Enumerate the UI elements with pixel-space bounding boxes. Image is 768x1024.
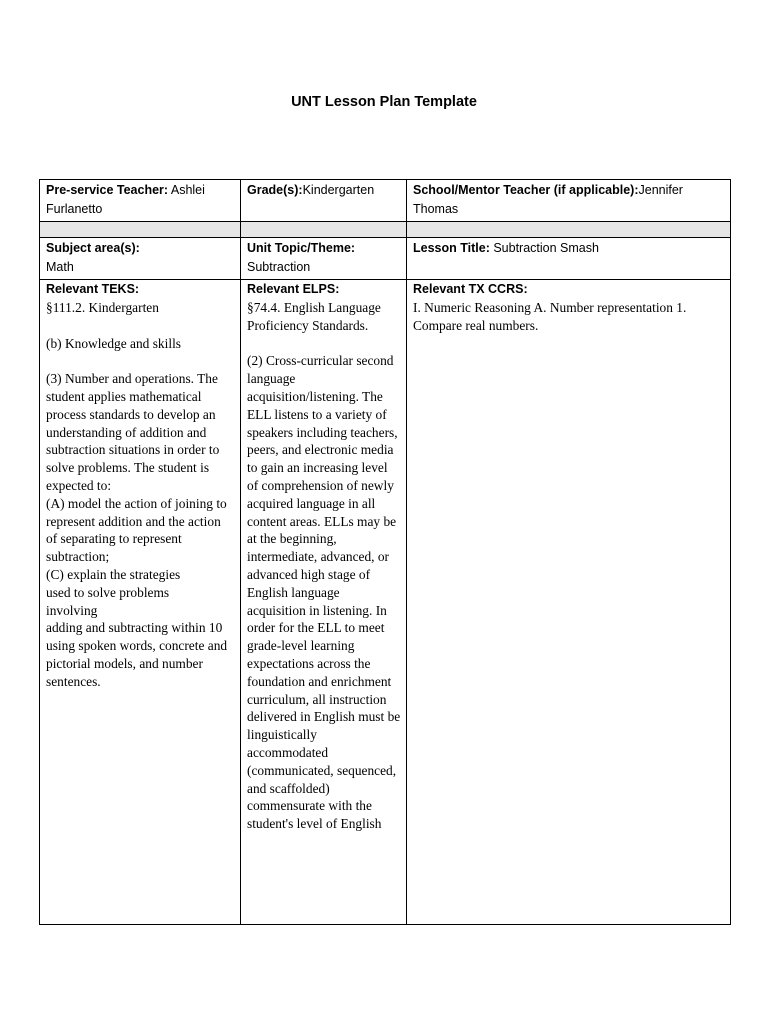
subject-area-value: Math: [46, 260, 74, 274]
ccrs-numeric-reasoning: I. Numeric Reasoning A. Number representation 1. Compare real numbers.: [413, 300, 687, 333]
teacher-row: [40, 180, 731, 222]
ccrs-label: Relevant TX CCRS:: [413, 282, 528, 296]
preservice-teacher-value: Ashlei Furlanetto: [46, 183, 205, 216]
shaded-cell: [407, 222, 731, 238]
subject-area-cell: [40, 238, 241, 280]
document-title: UNT Lesson Plan Template: [291, 94, 477, 110]
teks-subsection: (b) Knowledge and skills: [46, 335, 181, 351]
mentor-teacher-value: Jennifer Thomas: [413, 183, 683, 216]
teks-label: Relevant TEKS:: [46, 282, 140, 296]
unit-topic-value: Subtraction: [247, 260, 311, 274]
ccrs-cell: [407, 280, 731, 925]
grade-label: Grade(s):: [247, 183, 303, 197]
shaded-separator-row: [40, 222, 731, 238]
lesson-plan-table: [39, 179, 731, 925]
grade-value: Kindergarten: [302, 183, 375, 197]
unit-topic-label: Unit Topic/Theme:: [247, 241, 356, 255]
preservice-teacher-label: Pre-service Teacher:: [46, 183, 169, 197]
elps-section: §74.4. English Language Proficiency Standards.: [247, 300, 381, 333]
elps-cell: [241, 280, 407, 925]
preservice-teacher-cell: [40, 180, 241, 222]
shaded-cell: [241, 222, 407, 238]
lesson-title-value: Subtraction Smash: [489, 241, 599, 255]
elps-listening-standard: (2) Cross-curricular second language acquisition/listening. The ELL listens to a variety of speakers including teachers, peers, and electronic media to gain an increasing level of comprehension of newly acquired language in all content areas. ELLs may be at the beginning, intermediate, advanced, or advanced high stage of English language acquisition in listening. In order for the ELL to meet grade-level learning expectations across the foundation and enrichment curriculum, all instruction delivered in English must be linguistically accommodated (communicated, sequenced, and scaffolded) commensurate with the student's level of English: [247, 353, 401, 832]
teks-knowledge-statement: (3) Number and operations. The student applies mathematical process standards to develop an understanding of addition and subtraction situations in order to solve problems. The student is expected to:: [46, 371, 220, 493]
mentor-teacher-label: School/Mentor Teacher (if applicable):: [413, 183, 639, 197]
lesson-title-label: Lesson Title:: [413, 241, 490, 255]
elps-label: Relevant ELPS:: [247, 282, 340, 296]
unit-topic-cell: [241, 238, 407, 280]
teks-expectation-c-continued: adding and subtracting within 10 using spoken words, concrete and pictorial models, and number sentences.: [46, 620, 228, 689]
teks-expectation-c: (C) explain the strategies used to solve problems involving: [46, 566, 181, 618]
subject-row: [40, 238, 731, 280]
grade-cell: [241, 180, 407, 222]
shaded-cell: [40, 222, 241, 238]
standards-row: [40, 280, 731, 925]
teks-section: §111.2. Kindergarten: [46, 300, 159, 315]
mentor-teacher-cell: [407, 180, 731, 222]
lesson-title-cell: [407, 238, 731, 280]
teks-expectation-a: (A) model the action of joining to represent addition and the action of separating to represent subtraction;: [46, 495, 227, 565]
teks-cell: [40, 280, 241, 925]
subject-area-label: Subject area(s):: [46, 241, 140, 255]
